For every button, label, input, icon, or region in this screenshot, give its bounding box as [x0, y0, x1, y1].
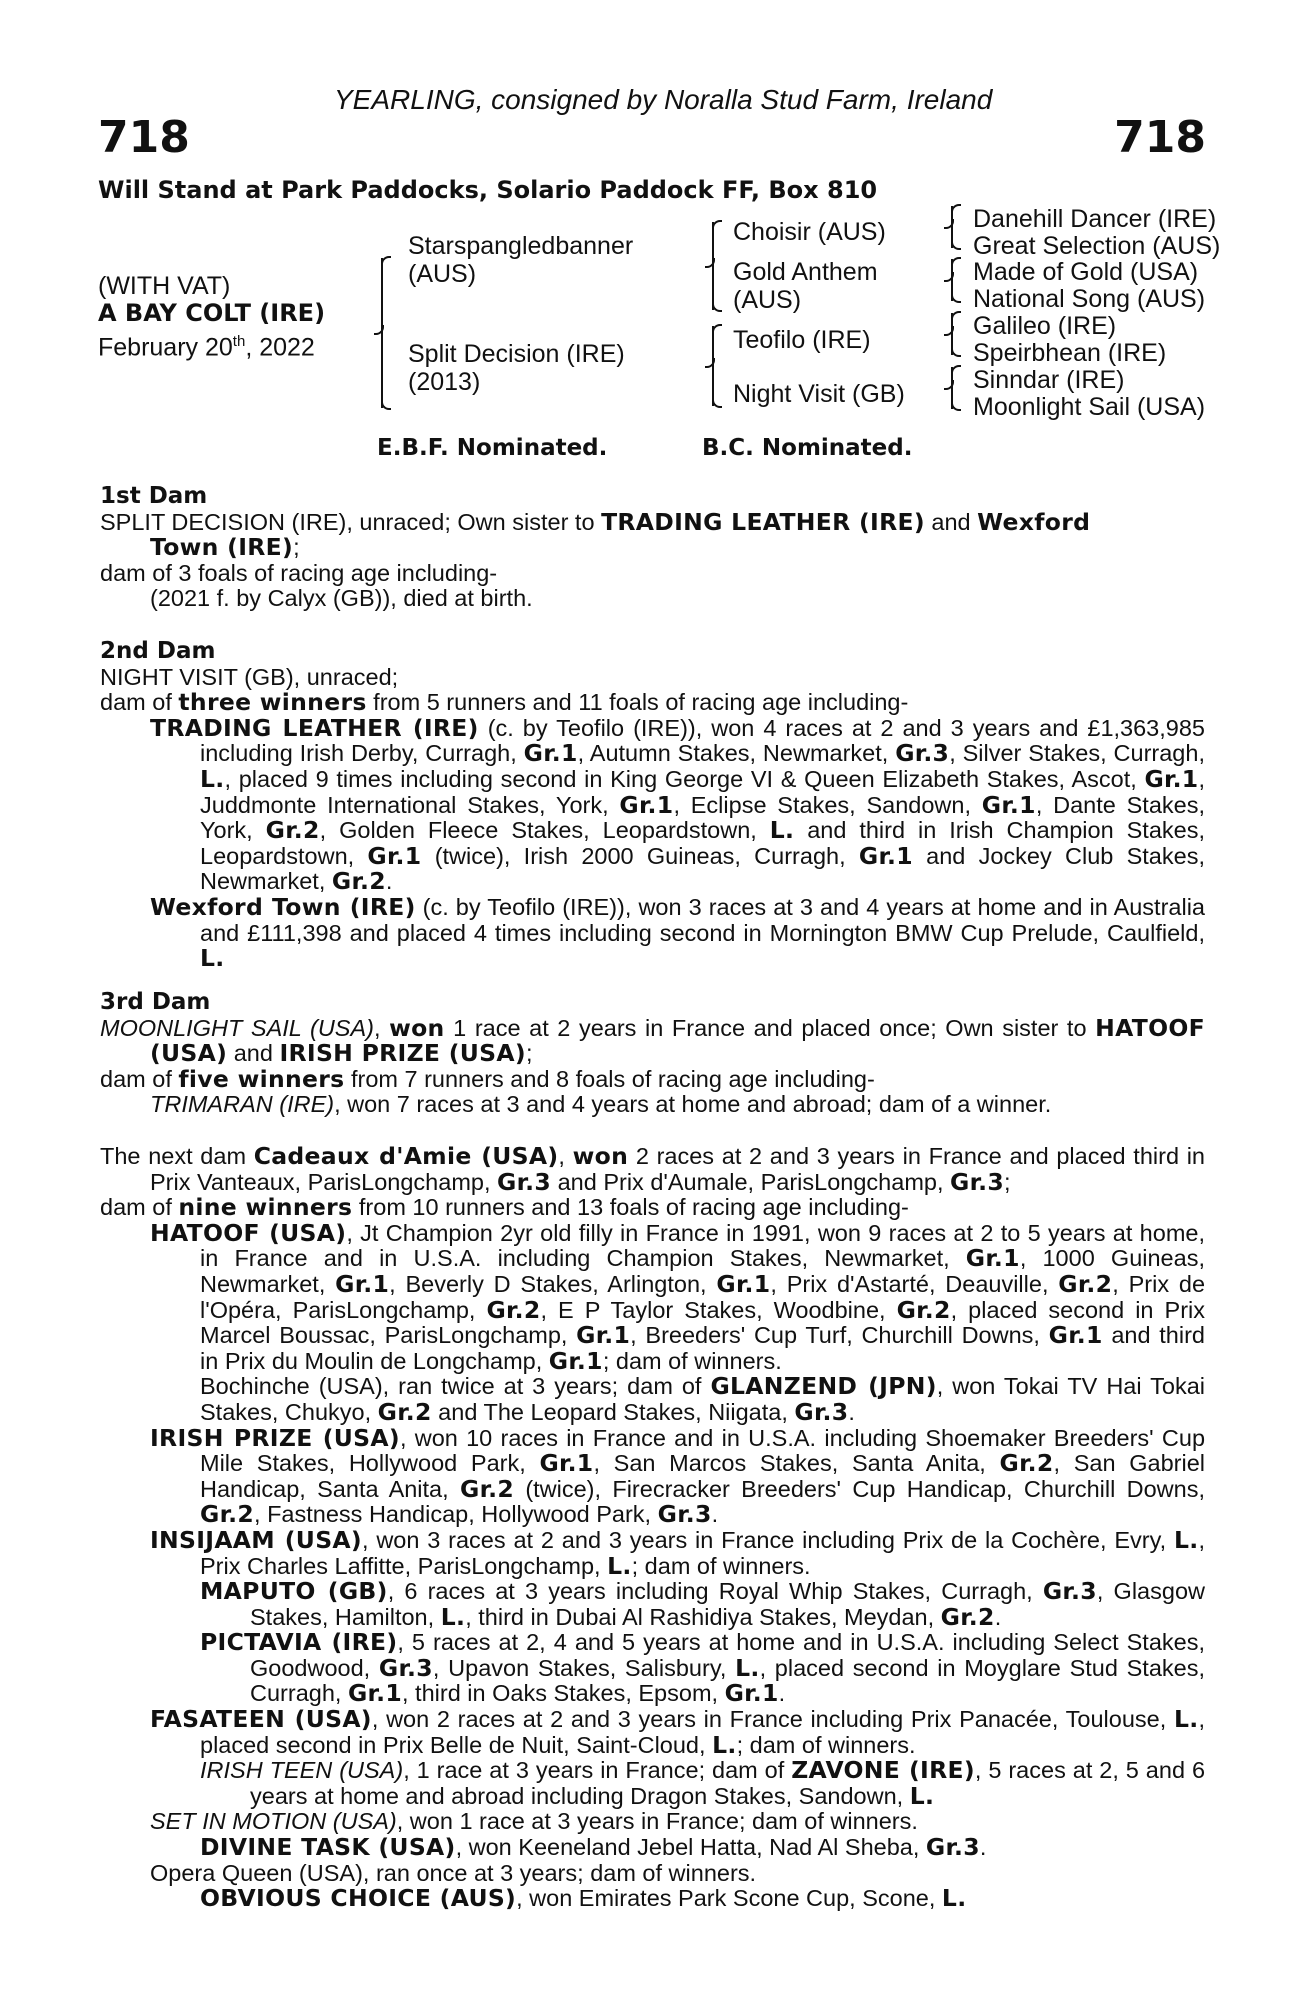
second-dam-winners: dam of three winners from 5 runners and 11 foals of racing age including- [100, 688, 909, 717]
pedigree-sire-dam: Gold Anthem (AUS) [733, 258, 878, 314]
lot-number-right: 718 [1114, 112, 1206, 163]
second-dam-section [100, 639, 1205, 972]
pedigree-sdd: National Song (AUS) [973, 285, 1206, 313]
produce-fasateen: FASATEEN (USA), won 2 races at 2 and 3 years in France including Prix Panacée, Toulouse, L., placed second in Prix Belle de Nuit, Saint-Cloud, L.; dam of winners. [150, 1705, 1205, 1759]
pedigree-sire: Starspangledbanner (AUS) [408, 232, 634, 288]
produce-hatoof: HATOOF (USA), Jt Champion 2yr old filly in France in 1991, won 9 races at 2 to 5 years at home, in France and in U.S.A. including Champion Stakes, Newmarket, Gr.1, 1000 Guineas, Newmarket, Gr.1, Beverly D Stakes, Arlington, Gr.1, Prix d'Astarté, Deauville, Gr.2, Prix de l'Opéra, ParisLongchamp, Gr.2, E P Taylor Stakes, Woodbine, Gr.2, placed second in Prix Marcel Boussac, ParisLongchamp, Gr.1, Breeders' Cup Turf, Churchill Downs, Gr.1 and third in Prix du Moulin de Longchamp, Gr.1; dam of winners. [150, 1218, 1206, 1375]
pedigree-sire-sire: Choisir (AUS) [733, 218, 886, 246]
produce-insijaam: INSIJAAM (USA), won 3 races at 2 and 3 years in France including Prix de la Cochère, Evry, L., Prix Charles Laffitte, ParisLongchamp, L.; dam of winners. [150, 1525, 1206, 1580]
brace-dd [951, 367, 953, 409]
first-dam-produce: (2021 f. by Calyx (GB)), died at birth. [150, 585, 533, 612]
produce-obvious-choice: OBVIOUS CHOICE (AUS), won Emirates Park Scone Cup, Scone, L. [200, 1884, 967, 1913]
next-dam-line: The next dam Cadeaux d'Amie (USA), won 2 races at 2 and 3 years in France and placed third in Prix Vanteaux, ParisLongchamp, Gr.3 and Prix d'Aumale, ParisLongchamp, Gr.3; [100, 1142, 1206, 1196]
first-dam-line: SPLIT DECISION (IRE), unraced; Own sister to TRADING LEATHER (IRE) and Wexford [100, 507, 1091, 536]
produce-trading-leather: TRADING LEATHER (IRE) (c. by Teofilo (IRE)), won 4 races at 2 and 3 years and £1,363,985 including Irish Derby, Curragh, Gr.1, Autumn Stakes, Newmarket, Gr.3, Silver Stakes, Curragh, L., placed 9 times including second in King George VI & Queen Elizabeth Stakes, Ascot, Gr.1, Juddmonte International Stakes, York, Gr.1, Eclipse Stakes, Sandown, Gr.1, Dante Stakes, York, Gr.2, Golden Fleece Stakes, Leopardstown, L. and third in Irish Champion Stakes, Leopardstown, Gr.1 (twice), Irish 2000 Guineas, Curragh, Gr.1 and Jockey Club Stakes, Newmarket, Gr.2. [150, 713, 1206, 896]
produce-maputo: MAPUTO (GB), 6 races at 3 years including Royal Whip Stakes, Curragh, Gr.3, Glasgow Stakes, Hamilton, L., third in Dubai Al Rashidiya Stakes, Meydan, Gr.2. [200, 1577, 1205, 1631]
pedigree-dam: Split Decision (IRE) (2013) [408, 340, 625, 396]
second-dam-line: NIGHT VISIT (GB), unraced; [100, 663, 399, 690]
ebf-nomination: E.B.F. Nominated. [377, 435, 608, 461]
bc-nomination: B.C. Nominated. [702, 435, 913, 461]
pedigree-dam-sire: Teofilo (IRE) [733, 326, 871, 354]
produce-opera-queen: Opera Queen (USA), ran once at 3 years; dam of winners. [150, 1859, 757, 1886]
brace-sd [951, 259, 953, 301]
third-dam-line: MOONLIGHT SAIL (USA), won 1 race at 2 years in France and placed once; Own sister to HATOOF (USA) and IRISH PRIZE (USA); [100, 1013, 1205, 1068]
produce-bochinche: Bochinche (USA), ran twice at 3 years; dam of GLANZEND (JPN), won Tokai TV Hai Tokai Stakes, Chukyo, Gr.2 and The Leopard Stakes, Niigata, Gr.3. [200, 1372, 1205, 1426]
first-dam-foals: dam of 3 foals of racing age including- [100, 559, 498, 586]
produce-wexford-town: Wexford Town (IRE) (c. by Teofilo (IRE)), won 3 races at 3 and 4 years at home and in Australia and £111,398 and placed 4 times including second in Mornington BMW Cup Prelude, Caulfield, L. [150, 892, 1205, 973]
pedigree-ddd: Moonlight Sail (USA) [973, 393, 1206, 421]
pedigree-dds: Sinndar (IRE) [973, 366, 1125, 394]
produce-set-in-motion: SET IN MOTION (USA), won 1 race at 3 years in France; dam of winners. [150, 1808, 918, 1835]
brace-ss [951, 206, 953, 248]
brace-subject [381, 258, 383, 408]
next-dam-winners: dam of nine winners from 10 runners and 13 foals of racing age including- [100, 1193, 909, 1222]
pedigree-dss: Galileo (IRE) [973, 312, 1117, 340]
pedigree-sss: Danehill Dancer (IRE) [973, 205, 1217, 233]
brace-ds [951, 313, 953, 355]
brace-dam [712, 326, 714, 406]
first-dam-heading: 1st Dam [100, 483, 208, 509]
produce-divine-task: DIVINE TASK (USA), won Keeneland Jebel Hatta, Nad Al Sheba, Gr.3. [200, 1833, 987, 1862]
pedigree-sds: Made of Gold (USA) [973, 258, 1199, 286]
brace-sire [712, 222, 714, 310]
produce-irish-prize: IRISH PRIZE (USA), won 10 races in France and in U.S.A. including Shoemaker Breeders' Cup Mile Stakes, Hollywood Park, Gr.1, San Marcos Stakes, Santa Anita, Gr.2, San Gabriel Handicap, Santa Anita, Gr.2 (twice), Firecracker Breeders' Cup Handicap, Churchill Downs, Gr.2, Fastness Handicap, Hollywood Park, Gr.3. [150, 1423, 1206, 1529]
vat-note: (WITH VAT) [98, 272, 231, 300]
lot-subject-name: A BAY COLT (IRE) [98, 299, 326, 327]
second-dam-heading: 2nd Dam [100, 638, 216, 664]
third-dam-section [100, 990, 1205, 1118]
first-dam-line-cont: Town (IRE); [150, 533, 300, 562]
pedigree-dsd: Speirbhean (IRE) [973, 339, 1167, 367]
lot-number-left: 718 [98, 112, 190, 163]
pedigree-ssd: Great Selection (AUS) [973, 232, 1221, 260]
first-dam-section [100, 484, 1205, 612]
stand-location: Will Stand at Park Paddocks, Solario Paddock FF, Box 810 [98, 176, 878, 204]
produce-irish-teen: IRISH TEEN (USA), 1 race at 3 years in France; dam of ZAVONE (IRE), 5 races at 2, 5 and 6 years at home and abroad including Dragon Stakes, Sandown, L. [200, 1756, 1206, 1810]
pedigree-dam-dam: Night Visit (GB) [733, 380, 905, 408]
consignment-title: YEARLING, consigned by Noralla Stud Farm, Ireland [334, 84, 993, 115]
produce-pictavia: PICTAVIA (IRE), 5 races at 2, 4 and 5 years at home and in U.S.A. including Select Stakes, Goodwood, Gr.3, Upavon Stakes, Salisbury, L., placed second in Moyglare Stud Stakes, Curragh, Gr.1, third in Oaks Stakes, Epsom, Gr.1. [200, 1628, 1205, 1708]
produce-trimaran: TRIMARAN (IRE), won 7 races at 3 and 4 years at home and abroad; dam of a winner. [150, 1091, 1052, 1118]
third-dam-winners: dam of five winners from 7 runners and 8 foals of racing age including- [100, 1064, 875, 1093]
third-dam-heading: 3rd Dam [100, 989, 211, 1015]
foaling-date: February 20th, 2022 [98, 333, 315, 362]
next-dam-section [100, 1144, 1205, 1912]
